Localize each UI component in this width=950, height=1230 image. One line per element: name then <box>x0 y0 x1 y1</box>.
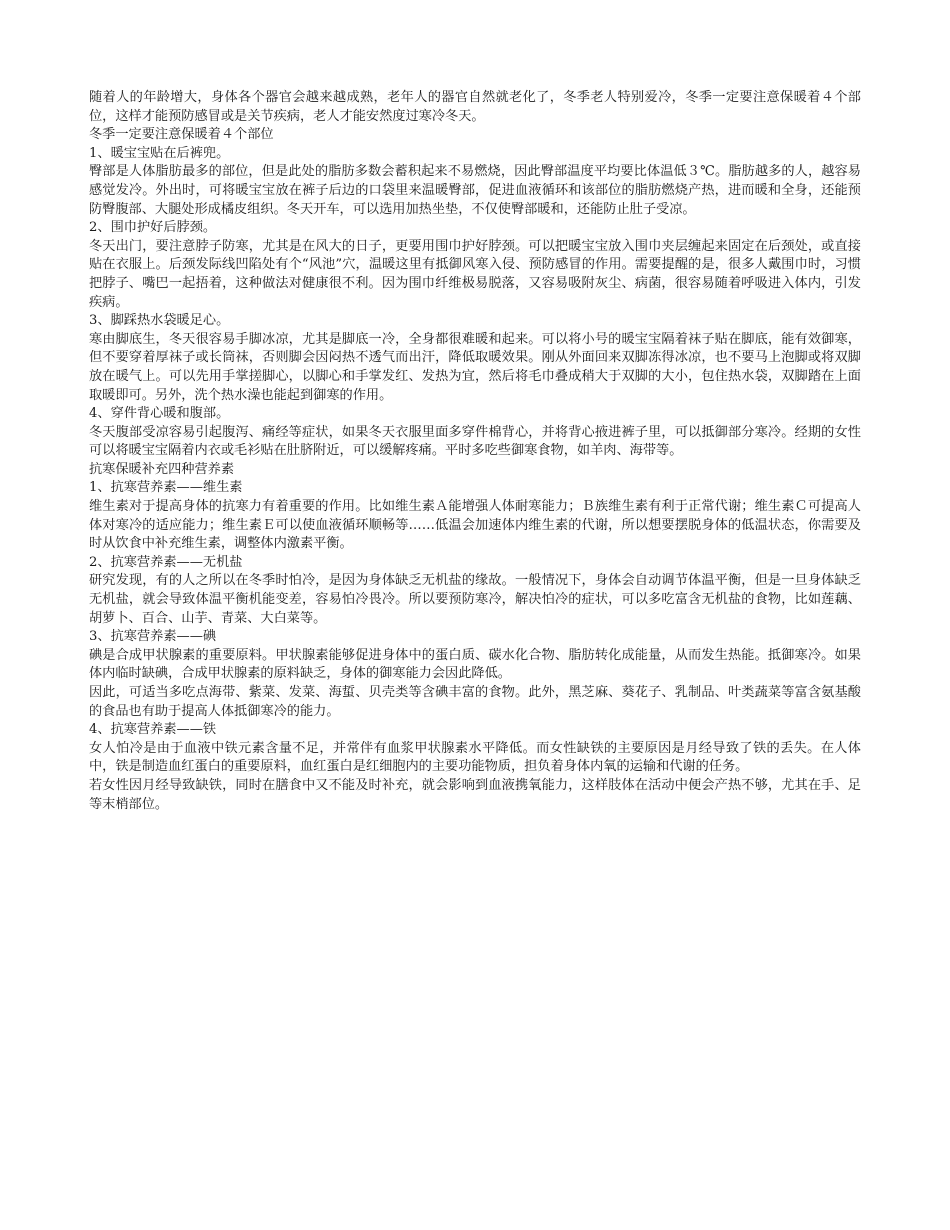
nutrient-heading-3: 3、抗寒营养素——碘 <box>89 629 217 645</box>
nutrient-paragraph-3b: 因此，可适当多吃点海带、紫菜、发菜、海蜇、贝壳类等含碘丰富的食物。此外，黑芝麻、葵花子、乳制品、叶类蔬菜等富含氨基酸的食品也有助于提高人体抵御寒冷的能力。 <box>89 685 861 719</box>
item-paragraph-3: 寒由脚底生，冬天很容易手脚冰凉，尤其是脚底一冷，全身都很难暖和起来。可以将小号的暖宝宝隔着袜子贴在脚底，能有效御寒，但不要穿着厚袜子或长筒袜，否则脚会因闷热不透气而出汗，降低取暖效果。刚从外面回来双脚冻得冰凉，也不要马上泡脚或将双脚放在暖气上。可以先用手掌搓脚心，以脚心和手掌发红、发热为宜，然后将毛巾叠成稍大于双脚的大小，包住热水袋，双脚踏在上面取暖即可。另外，洗个热水澡也能起到御寒的作用。 <box>89 331 861 403</box>
nutrient-paragraph-4a: 女人怕冷是由于血液中铁元素含量不足，并常伴有血浆甲状腺素水平降低。而女性缺铁的主要原因是月经导致了铁的丢失。在人体中，铁是制造血红蛋白的重要原料，血红蛋白是红细胞内的主要功能物质，担负着身体内氧的运输和代谢的任务。 <box>89 740 861 775</box>
item-paragraph-4: 冬天腹部受凉容易引起腹泻、痛经等症状，如果冬天衣服里面多穿件棉背心，并将背心掖进裤子里，可以抵御部分寒冷。经期的女性可以将暖宝宝隔着内衣或毛衫贴在肚脐附近，可以缓解疼痛。平时多吃些御寒食物，如羊肉、海带等。 <box>89 424 861 459</box>
nutrient-paragraph-4b: 若女性因月经导致缺铁，同时在膳食中又不能及时补充，就会影响到血液携氧能力，这样肢体在活动中便会产热不够，尤其在手、足等末梢部位。 <box>89 777 861 812</box>
intro-paragraph: 随着人的年龄增大，身体各个器官会越来越成熟，老年人的器官自然就老化了，冬季老人特别爱冷，冬季一定要注意保暖着４个部位，这样才能预防感冒或是关节疾病，老人才能安然度过寒冷冬天。 <box>89 90 861 124</box>
nutrient-heading-2: 2、抗寒营养素——无机盐 <box>89 554 243 570</box>
nutrient-heading-1: 1、抗寒营养素——维生素 <box>89 480 243 496</box>
item-paragraph-1: 臀部是人体脂肪最多的部位，但是此处的脂肪多数会蓄积起来不易燃烧，因此臀部温度平均要比体温低３℃。脂肪越多的人，越容易感觉发冷。外出时，可将暖宝宝放在裤子后边的口袋里来温暖臀部，促进血液循环和该部位的脂肪燃烧产热，进而暖和全身，还能预防臀腹部、大腿处形成橘皮组织。冬天开车，可以选用加热坐垫，不仅使臀部暖和，还能防止肚子受凉。 <box>89 164 861 217</box>
item-heading-4: 4、穿件背心暖和腹部。 <box>89 406 230 422</box>
item-heading-2: 2、围巾护好后脖颈。 <box>89 220 217 236</box>
nutrient-paragraph-2: 研究发现，有的人之所以在冬季时怕冷，是因为身体缺乏无机盐的缘故。一般情况下，身体会自动调节体温平衡，但是一旦身体缺乏无机盐，就会导致体温平衡机能变差，容易怕冷畏冷。所以要预防寒冷，解决怕冷的症状，可以多吃富含无机盐的食物，比如莲藕、胡萝卜、百合、山芋、青菜、大白菜等。 <box>89 573 861 626</box>
nutrient-paragraph-3a: 碘是合成甲状腺素的重要原料。甲状腺素能够促进身体中的蛋白质、碳水化合物、脂肪转化成能量，从而发生热能。抵御寒冷。如果体内临时缺碘，合成甲状腺素的原料缺乏，身体的御寒能力会因此降低。 <box>89 647 861 682</box>
document-body <box>89 89 861 814</box>
section-heading-warmth: 冬季一定要注意保暖着４个部位 <box>89 127 274 143</box>
nutrient-paragraph-1: 维生素对于提高身体的抗寒力有着重要的作用。比如维生素Ａ能增强人体耐寒能力；Ｂ族维生素有利于正常代谢；维生素Ｃ可提高人体对寒冷的适应能力；维生素Ｅ可以使血液循环顺畅等……低温会加速体内维生素的代谢，所以想要摆脱身体的低温状态，你需要及时从饮食中补充维生素，调整体内激素平衡。 <box>89 499 861 552</box>
section-heading-nutrients: 抗寒保暖补充四种营养素 <box>89 461 235 477</box>
item-paragraph-2: 冬天出门，要注意脖子防寒，尤其是在风大的日子，更要用围巾护好脖颈。可以把暖宝宝放入围巾夹层缠起来固定在后颈处，或直接贴在衣服上。后颈发际线凹陷处有个“风池”穴，温暖这里有抵御风寒入侵、预防感冒的作用。需要提醒的是，很多人戴围巾时，习惯把脖子、嘴巴一起捂着，这种做法对健康很不利。因为围巾纤维极易脱落，又容易吸附灰尘、病菌，很容易随着呼吸进入体内，引发疾病。 <box>89 238 861 310</box>
item-heading-3: 3、脚踩热水袋暖足心。 <box>89 313 230 329</box>
item-heading-1: 1、暖宝宝贴在后裤兜。 <box>89 145 230 161</box>
nutrient-heading-4: 4、抗寒营养素——铁 <box>89 722 217 738</box>
